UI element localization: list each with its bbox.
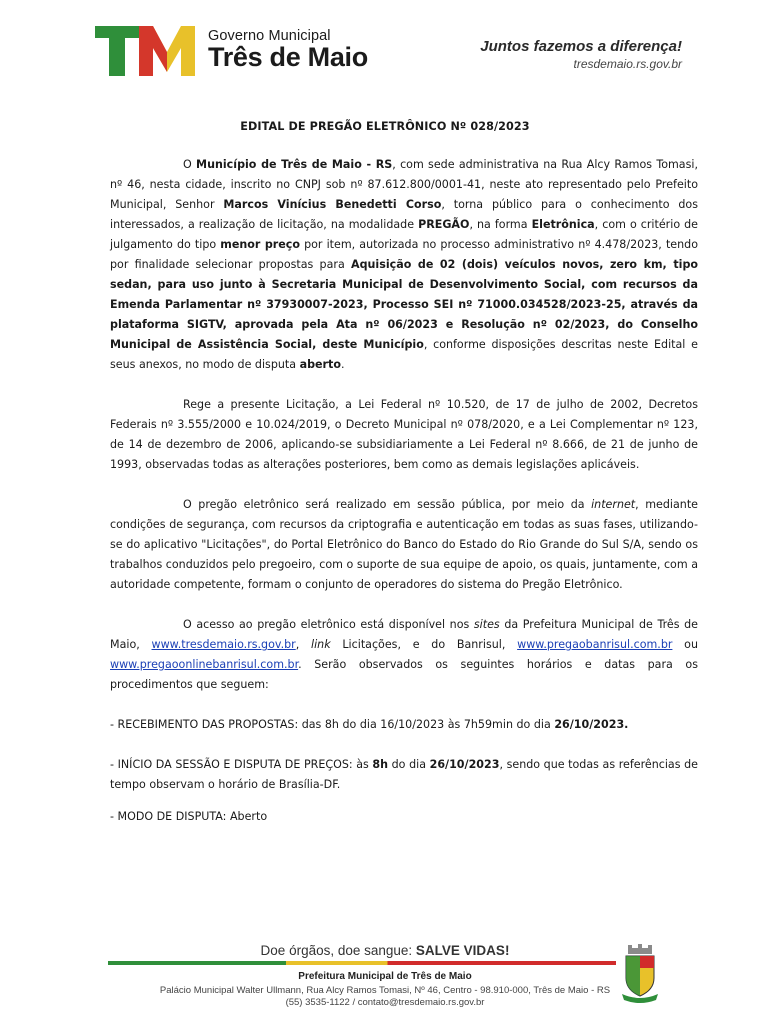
text-run: Licitações, e do Banrisul, <box>330 638 518 651</box>
bold-modo-disputa: aberto <box>299 358 341 371</box>
item-modo-disputa: - MODO DE DISPUTA: Aberto <box>110 810 268 823</box>
text-run: , com sede administrativa na Rua Alcy Ramos Tomasi, nº 46, nesta cidade, inscrito no CNPJ sob nº 87.612.800/0001-41, neste ato representado pelo Prefeito Municipal, Senhor <box>110 158 698 211</box>
bold-modalidade: PREGÃO <box>418 218 470 231</box>
link-pregaobanrisul[interactable]: www.pregaobanrisul.com.br <box>517 638 673 651</box>
text-run: do dia <box>388 758 430 771</box>
tm-logo-icon <box>95 26 195 76</box>
bold-criterio: menor preço <box>220 238 300 251</box>
paragraph-intro <box>110 155 698 375</box>
bold-date: 26/10/2023. <box>554 718 629 731</box>
motto-website: tresdemaio.rs.gov.br <box>573 57 682 71</box>
text-run: , com o critério de julgamento do tipo <box>110 218 699 251</box>
paragraph-legislacao: Rege a presente Licitação, a Lei Federal nº 10.520, de 17 de julho de 2002, Decretos Federais nº 3.555/2000 e 10.024/2019, o Decreto Municipal nº 078/2020, e a Lei Complementar nº 123, de 14 de dezembro de 2006, aplicando-se subsidiariamente a Lei Federal nº 8.666, de 21 de junho de 1993, observadas todas as alterações posteriores, bem como as demais legislações aplicáveis. <box>110 398 698 471</box>
item-inicio-sessao <box>110 755 698 795</box>
text-run: O pregão eletrônico será realizado em sessão pública, por meio da <box>183 498 592 511</box>
bold-hour: 8h <box>372 758 389 771</box>
municipal-crest-icon <box>620 944 660 1004</box>
text-run: - INÍCIO DA SESSÃO E DISPUTA DE PREÇOS: às <box>110 758 373 771</box>
text-run: . Serão observados os seguintes horários e datas para os procedimentos que seguem: <box>110 658 698 691</box>
bold-municipio: Município de Três de Maio - RS <box>196 158 393 171</box>
paragraph-acesso <box>110 615 698 695</box>
footer-address: Palácio Municipal Walter Ullmann, Rua Alcy Ramos Tomasi, Nº 46, Centro - 98.910-000, Três de Maio - RS <box>159 985 611 996</box>
header-motto <box>480 38 682 71</box>
text-run: , mediante condições de segurança, com recursos da criptografia e autenticação em todas as suas fases, utilizando-se do aplicativo "Licitações", do Portal Eletrônico do Banco do Estado do Rio Grande do Sul S/A, sendo os trabalhos conduzidos pelo pregoeiro, com o suporte de sua equipe de apoio, os quais, juntamente, com a autoridade competente, formam o conjunto de operadores do sistema do Pregão Eletrônico. <box>110 498 698 591</box>
bold-objeto: Aquisição de 02 (dois) veículos novos, zero km, tipo sedan, para uso junto à Secretaria Municipal de Desenvolvimento Social, com recursos da Emenda Parlamentar nº 37930007-2023, Processo SEI nº 71000.034528/2023-25, através da plataforma SIGTV, aprovada pela Ata nº 06/2023 e Resolução nº 02/2023, do Conselho Municipal de Assistência Social, deste Município <box>110 258 699 351</box>
bold-prefeito-name: Marcos Vinícius Benedetti Corso <box>223 198 442 211</box>
page-header <box>0 0 770 90</box>
text-run: , torna público para o conhecimento dos interessados, a realização de licitação, na modalidade <box>110 198 698 231</box>
bold-forma: Eletrônica <box>531 218 595 231</box>
slogan-prefix: Doe órgãos, doe sangue: <box>260 943 416 958</box>
link-pregaoonlinebanrisul[interactable]: www.pregaoonlinebanrisul.com.br <box>110 658 299 671</box>
paragraph-sessao-publica <box>110 495 698 595</box>
text-run: O acesso ao pregão eletrônico está disponível nos <box>183 618 474 631</box>
italic-internet: internet <box>591 498 636 511</box>
footer-organization: Prefeitura Municipal de Três de Maio <box>298 971 472 982</box>
link-tresdemaio[interactable]: www.tresdemaio.rs.gov.br <box>151 638 296 651</box>
text-run: , <box>295 638 311 651</box>
text-run: - RECEBIMENTO DAS PROPOSTAS: das 8h do dia 16/10/2023 às 7h59min do dia <box>110 718 555 731</box>
slogan-bold: SALVE VIDAS! <box>415 943 510 958</box>
text-run: , sendo que todas as referências de tempo observam o horário de Brasília-DF. <box>110 758 698 791</box>
text-run: , conforme disposições descritas neste Edital e seus anexos, no modo de disputa <box>110 338 698 371</box>
italic-sites: sites <box>473 618 500 631</box>
item-recebimento-propostas <box>110 715 698 735</box>
logo-title: Três de Maio <box>208 42 368 72</box>
document-body <box>110 155 698 847</box>
italic-link: link <box>311 638 331 651</box>
footer-contact: (55) 3535-1122 / contato@tresdemaio.rs.gov.br <box>285 997 485 1008</box>
text-run: , na forma <box>469 218 532 231</box>
footer-color-bar <box>108 961 616 965</box>
text-run: por item, autorizada no processo administrativo nº 4.478/2023, tendo por finalidade selecionar propostas para <box>110 238 698 271</box>
text-run: O <box>183 158 197 171</box>
motto-text: Juntos fazemos a diferença! <box>480 38 682 55</box>
logo-subtitle: Governo Municipal <box>208 28 331 44</box>
text-run: ou <box>672 638 698 651</box>
text-run: . <box>340 358 345 371</box>
logo-text <box>208 28 368 73</box>
text-run: da Prefeitura Municipal de Três de Maio, <box>110 618 698 651</box>
document-title: EDITAL DE PREGÃO ELETRÔNICO Nº 028/2023 <box>240 120 530 133</box>
bold-date: 26/10/2023 <box>429 758 500 771</box>
